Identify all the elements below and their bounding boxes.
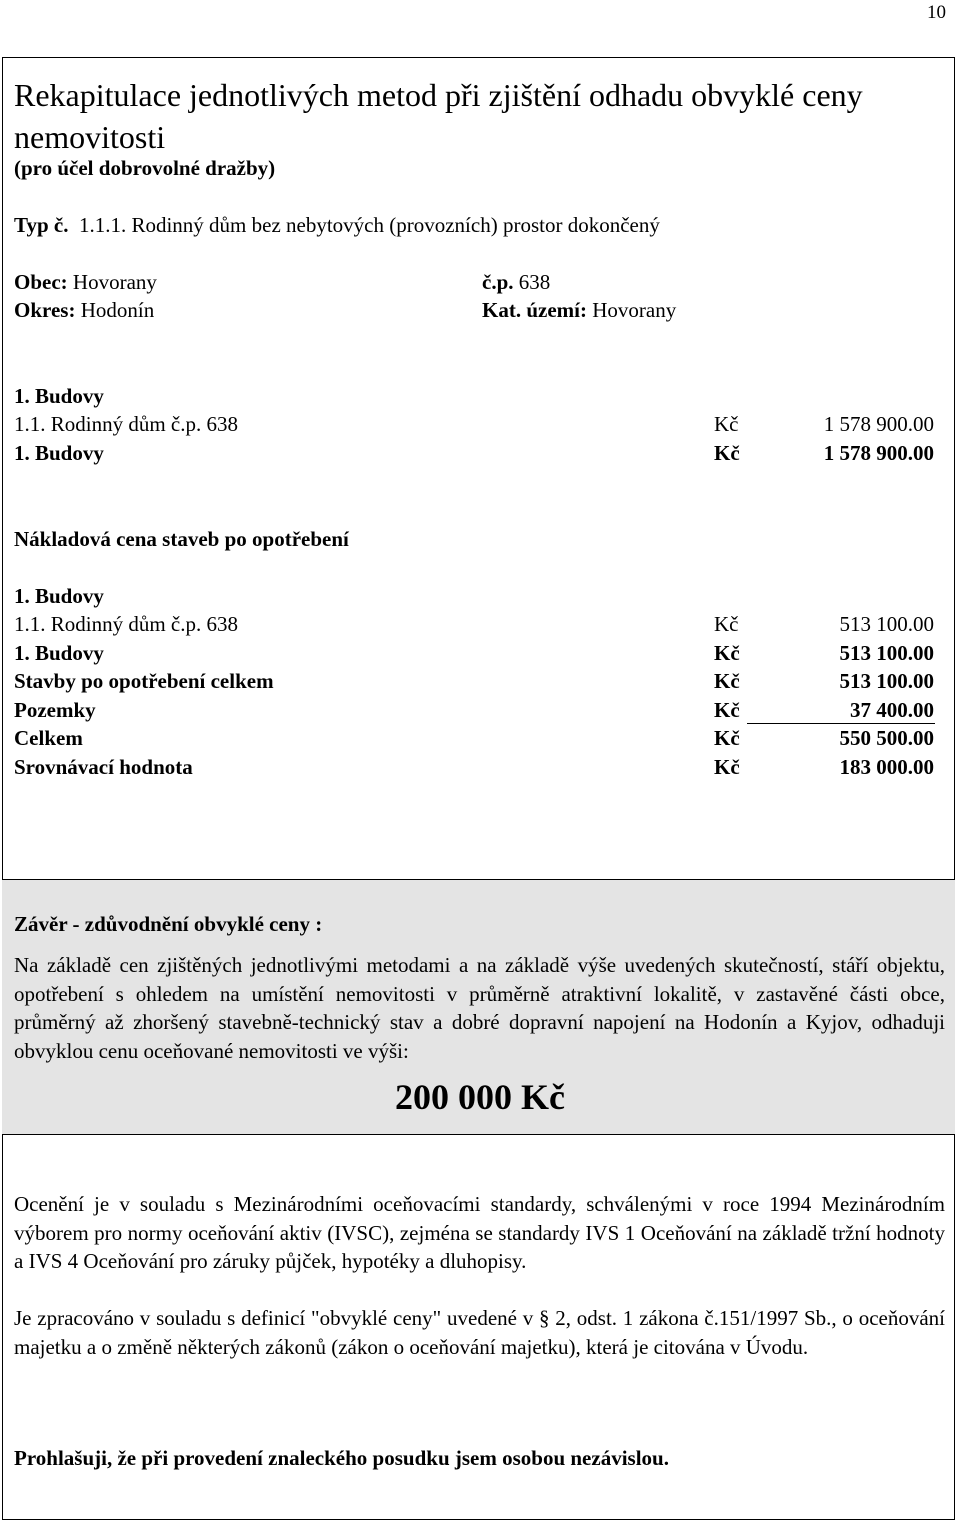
section2-title: Nákladová cena staveb po opotřebení	[14, 527, 349, 551]
standards-text: Ocenění je v souladu s Mezinárodními oceňovacími standardy, schválenými v roce 1994 Mezinárodním výborem pro normy oceňování aktiv (IVSC), zejména se standardy IVS 1 Oceňování na základě tržní hodnoty a IVS 4 Oceňování pro záruky půjček, hypotéky a dluhopisy.	[14, 1192, 945, 1274]
stavby-label: Stavby po opotřebení celkem	[14, 669, 274, 693]
cp-line	[482, 270, 550, 295]
pozemky-label: Pozemky	[14, 698, 96, 722]
srovnavaci-amount: 183 000.00	[839, 755, 934, 779]
section1-row-currency: Kč	[714, 412, 739, 436]
property-type	[14, 213, 660, 238]
okres-value: Hodonín	[80, 298, 155, 322]
section2-row-amount: 513 100.00	[839, 612, 934, 636]
law-text: Je zpracováno v souladu s definicí "obvyklé ceny" uvedené v § 2, odst. 1 zákona č.151/1997 Sb., o oceňování majetku a o změně některých zákonů (zákon o oceňování majetku), která je citována v Úvodu.	[14, 1306, 945, 1359]
section2-row-label: 1.1. Rodinný dům č.p. 638	[14, 612, 238, 636]
type-value: 1.1.1. Rodinný dům bez nebytových (provozních) prostor dokončený	[78, 213, 660, 237]
estimated-value: 200 000 Kč	[395, 1077, 565, 1117]
section2-row-currency: Kč	[714, 612, 739, 636]
stavby-amount: 513 100.00	[839, 669, 934, 693]
srovnavaci-currency: Kč	[714, 755, 740, 779]
declaration: Prohlašuji, že při provedení znaleckého posudku jsem osobou nezávislou.	[14, 1446, 669, 1470]
obec-line	[14, 270, 157, 295]
section1-total-currency: Kč	[714, 441, 740, 465]
section1-total-label: 1. Budovy	[14, 441, 104, 465]
section2-budovy-label: 1. Budovy	[14, 641, 104, 665]
section1-heading: 1. Budovy	[14, 384, 104, 408]
section1-row-amount: 1 578 900.00	[823, 412, 934, 436]
section2-budovy-amount: 513 100.00	[839, 641, 934, 665]
stavby-currency: Kč	[714, 669, 740, 693]
section1-row-label: 1.1. Rodinný dům č.p. 638	[14, 412, 238, 436]
type-label: Typ č.	[14, 213, 69, 237]
section1-total-amount: 1 578 900.00	[823, 441, 934, 465]
celkem-amount: 550 500.00	[839, 726, 934, 750]
pozemky-currency: Kč	[714, 698, 740, 722]
page-title: Rekapitulace jednotlivých metod při zjištění odhadu obvyklé ceny nemovitosti	[14, 77, 863, 155]
kat-line	[482, 298, 676, 323]
page-number: 10	[927, 2, 946, 23]
celkem-label: Celkem	[14, 726, 83, 750]
celkem-currency: Kč	[714, 726, 740, 750]
obec-value: Hovorany	[72, 270, 157, 294]
section2-heading: 1. Budovy	[14, 584, 104, 608]
cp-value: 638	[518, 270, 551, 294]
section2-budovy-currency: Kč	[714, 641, 740, 665]
okres-label: Okres:	[14, 298, 76, 322]
kat-value: Hovorany	[592, 298, 677, 322]
obec-label: Obec:	[14, 270, 68, 294]
sum-underline	[747, 723, 935, 724]
okres-line	[14, 298, 154, 323]
kat-label: Kat. území:	[482, 298, 587, 322]
srovnavaci-label: Srovnávací hodnota	[14, 755, 193, 779]
cp-label: č.p.	[482, 270, 514, 294]
pozemky-amount: 37 400.00	[850, 698, 934, 722]
page-subtitle: (pro účel dobrovolné dražby)	[14, 156, 276, 180]
conclusion-text: Na základě cen zjištěných jednotlivými metodami a na základě výše uvedených skutečností, stáří objektu, opotřebení s ohledem na umístění nemovitosti v průměrně atraktivní lokalitě, v zastavěné části obce, průměrný až zhoršený stavebně-technický stav a dobré dopravní napojení na Hodonín a Kyjov, odhaduji obvyklou cenu oceňované nemovitosti ve výši:	[14, 953, 945, 1063]
conclusion-heading: Závěr - zdůvodnění obvyklé ceny :	[14, 912, 323, 936]
